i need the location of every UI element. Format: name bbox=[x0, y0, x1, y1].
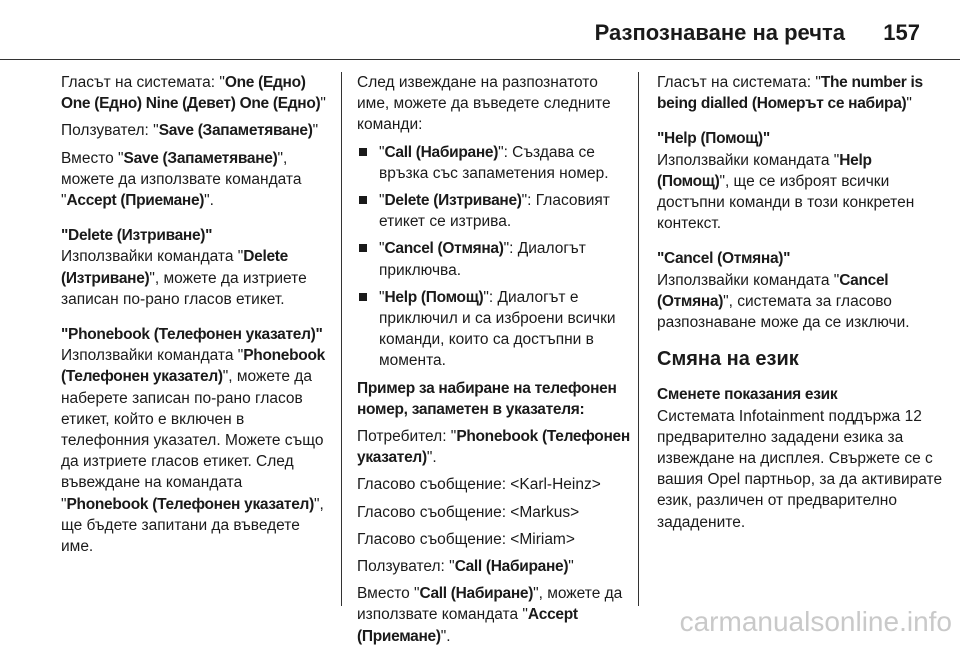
commands-intro: След извеждане на разпознатото име, можете да въведете следните команди: bbox=[357, 74, 611, 134]
user-call-text: Ползувател: "Call (Набиране)" bbox=[357, 558, 574, 576]
column-divider-2 bbox=[638, 72, 639, 606]
cancel-description: Използвайки командата "Cancel (Отмяна)", системата за гласово разпознаване може да се изключи. bbox=[657, 271, 910, 332]
user-save-text: Ползувател: "Save (Запаметяване)" bbox=[61, 122, 319, 140]
heading-cancel: "Cancel (Отмяна)" bbox=[657, 250, 791, 268]
bullet-icon bbox=[359, 244, 367, 252]
column-right bbox=[657, 72, 947, 539]
bullet-icon bbox=[359, 196, 367, 204]
voice-message-1: Гласово съобщение: <Karl-Heinz> bbox=[357, 476, 601, 494]
header-rule bbox=[0, 59, 960, 60]
system-dialling-text: Гласът на системата: "The number is being dialled (Номерът се набира)" bbox=[657, 74, 923, 113]
list-item-cancel: "Cancel (Отмяна)": Диалогът приключва. bbox=[357, 238, 631, 280]
page-header bbox=[0, 0, 960, 62]
column-left bbox=[61, 72, 333, 563]
watermark: carmanualsonline.info bbox=[679, 606, 952, 637]
page-number: 157 bbox=[883, 20, 920, 45]
heading-example: Пример за набиране на телефонен номер, запаметен в указателя: bbox=[357, 379, 617, 418]
column-divider-1 bbox=[341, 72, 342, 606]
voice-message-3: Гласово съобщение: <Miriam> bbox=[357, 530, 575, 548]
call-alternative-text: Вместо "Call (Набиране)", можете да използвате командата "Accept (Приемане)". bbox=[357, 585, 623, 645]
heading-phonebook: "Phonebook (Телефонен указател)" bbox=[61, 326, 323, 344]
voice-message-2: Гласово съобщение: <Markus> bbox=[357, 503, 580, 521]
heading-help: "Help (Помощ)" bbox=[657, 130, 770, 148]
bullet-icon bbox=[359, 148, 367, 156]
bullet-icon bbox=[359, 293, 367, 301]
heading-delete: "Delete (Изтриване)" bbox=[61, 227, 213, 245]
column-middle bbox=[357, 72, 631, 653]
help-description: Използвайки командата "Help (Помощ)", ще се изброят всички достъпни команди в този конкретен контекст. bbox=[657, 151, 915, 233]
list-item-call: "Call (Набиране)": Създава се връзка със запаметения номер. bbox=[357, 142, 631, 184]
save-alternative-text: Вместо "Save (Запаметяване)", можете да използвате командата "Accept (Приемане)". bbox=[61, 149, 302, 210]
delete-description: Използвайки командата "Delete (Изтриване)", можете да изтриете записан по-рано гласов етикет. bbox=[61, 248, 307, 308]
user-phonebook-text: Потребител: "Phonebook (Телефонен указател)". bbox=[357, 428, 630, 467]
section-heading-language: Смяна на език bbox=[657, 348, 799, 371]
list-item-help: "Help (Помощ)": Диалогът е приключил и са изброени всички команди, които са достъпни в момента. bbox=[357, 287, 631, 372]
command-list bbox=[357, 142, 631, 372]
system-voice-text: Гласът на системата: "One (Едно) One (Едно) Nine (Девет) One (Едно)" bbox=[61, 74, 326, 113]
page-title: Разпознаване на речта bbox=[594, 20, 845, 45]
language-description: Системата Infotainment поддържа 12 предварително зададени езика за извеждане на дисплея. Свържете се с вашия Opel партньор, за да активирате език, различен от предварително зададените. bbox=[657, 407, 943, 531]
heading-change-language: Сменете показания език bbox=[657, 386, 838, 404]
list-item-delete: "Delete (Изтриване)": Гласовият етикет се изтрива. bbox=[357, 190, 631, 232]
phonebook-description: Използвайки командата "Phonebook (Телефонен указател)", можете да наберете записан по-рано гласов етикет, който е включен в телефонния указател. Можете също да изтриете гласов етикет. След въвеждане на командата "Phonebook (Телефонен указател)", ще бъдете запитани да въведете име. bbox=[61, 347, 325, 556]
